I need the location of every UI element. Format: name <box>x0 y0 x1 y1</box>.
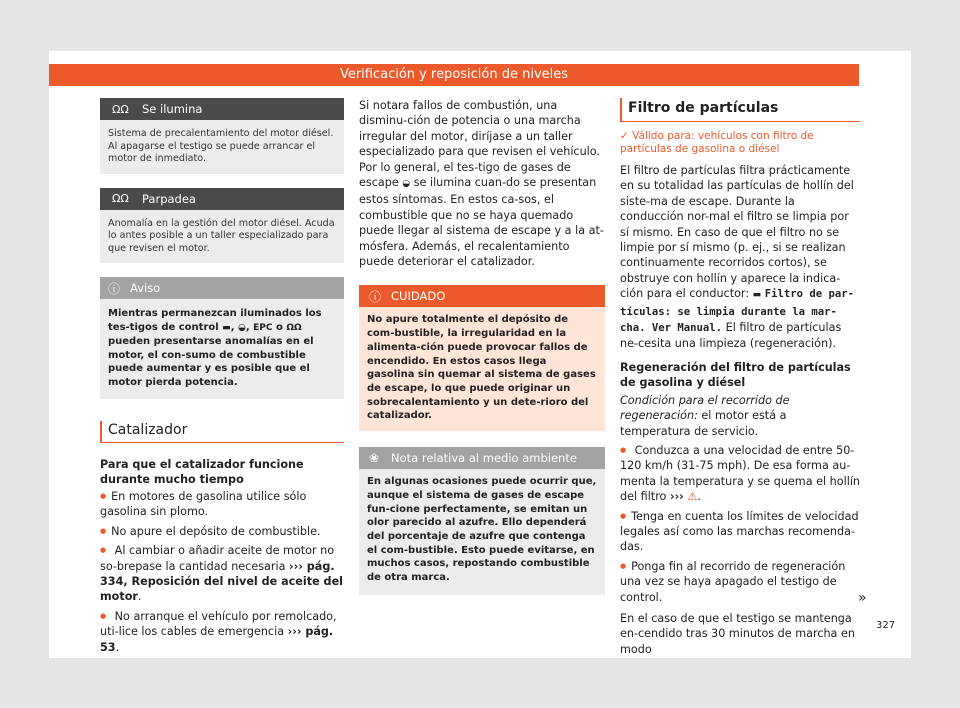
info-icon: ⓘ <box>108 281 121 296</box>
exhaust-icon: ◒ <box>402 179 411 190</box>
glow-plug-icon: ΩΩ <box>112 102 129 116</box>
page-header: Verificación y reposición de niveles <box>49 64 859 86</box>
caution-box <box>359 285 605 431</box>
body-paragraph: El filtro de partículas filtra prácticamente en su totalidad las partículas de hollín del siste-ma de escape. Durante la conducción nor-mal el filtro se limpia por sí mismo. En caso de que el filtro no se limpie por sí mismo (p. ej., si se realizan continuamente recorridos cortos), se obstruye con hollín y aparece la indica-ción para el conductor: ▬ Filtro de par-tículas: se limpia durante la mar-cha. Ver Manual. El filtro de partículas ne-cesita una limpieza (regeneración). <box>620 164 855 351</box>
list-item: ● Tenga en cuenta los límites de velocidad legales así como las marchas recomenda-das. <box>620 509 860 555</box>
engine-icon: ▬ <box>752 290 762 301</box>
engine-icon: ▬ <box>222 322 231 333</box>
environment-icon: ❀ <box>369 451 380 466</box>
epc-icon: EPC <box>253 322 273 333</box>
column-left <box>100 98 344 659</box>
section-title-filtro: Filtro de partículas <box>620 98 860 122</box>
check-icon: ✓ <box>620 130 629 142</box>
body-paragraph: Si notara fallos de combustión, una disminu-ción de potencia o una marcha irregular del motor, diríjase a un taller especializado para que revisen el vehículo. Por lo general, el tes-tigo de gases de escape ◒ se ilumina cuan-do se presentan estos síntomas. En estos ca-sos, el combustible que no se haya quemado puede llegar al sistema de escape y a la at-mósfera. Además, el recalentamiento puede deteriorar el catalizador. <box>359 99 604 269</box>
environment-text: En algunas ocasiones puede ocurrir que, aunque el sistema de gases de escape fun-cione perfectamente, se emitan un olor parecido al azufre. Ello dependerá del porcentaje de azufre que contenga el com-bustible. Esto puede evitarse, en muchos casos, repostando combustible de otra marca. <box>367 476 597 584</box>
environment-note-box <box>359 447 605 595</box>
list-item: ● No apure el depósito de combustible. <box>100 524 344 539</box>
list-item: ● No arranque el vehículo por remolcado, uti-lice los cables de emergencia ››› pág. 53. <box>100 609 344 655</box>
glow-plug-icon: ΩΩ <box>286 322 302 333</box>
page-reference-link[interactable]: ››› pág. 334, Reposición del nivel de aceite del motor <box>100 559 343 604</box>
warning-triangle-icon: ⚠ <box>687 490 698 504</box>
environment-title: Nota relativa al medio ambiente <box>391 451 577 466</box>
column-right <box>620 98 860 661</box>
list-item: ● Al cambiar o añadir aceite de motor no so-brepase la cantidad necesaria ››› pág. 334, Reposición del nivel de aceite del motor. <box>100 543 344 605</box>
continue-mark: » <box>858 590 867 606</box>
display-message: Filtro de par-tículas: se limpia durante la mar-cha. Ver Manual. <box>620 288 855 335</box>
glow-plug-icon: ΩΩ <box>112 192 129 205</box>
lamp-box-blink <box>100 188 344 264</box>
validity-note: ✓ Válido para: vehículos con filtro de partículas de gasolina o diésel <box>620 130 814 155</box>
list-item: ● Conduzca a una velocidad de entre 50-120 km/h (31-75 mph). De esa forma au-menta la temperatura y se quema el hollín del filtro ››› ⚠. <box>620 443 860 505</box>
lamp-title: Parpadea <box>142 191 196 206</box>
lamp-box-on <box>100 98 344 174</box>
condition-paragraph: Condición para el recorrido de regeneración: el motor está a temperatura de servicio. <box>620 393 790 438</box>
lamp-text: Anomalía en la gestión del motor diésel. Acuda lo antes posible a un taller especializado para que revisen el motor. <box>108 217 335 254</box>
list-item: ● En motores de gasolina utilice sólo gasolina sin plomo. <box>100 489 344 520</box>
page-reference-link[interactable]: ››› <box>669 490 684 504</box>
body-paragraph: En el caso de que el testigo se mantenga en-cendido tras 30 minutos de marcha en modo <box>620 611 855 656</box>
notice-title: Aviso <box>130 281 161 295</box>
lamp-title: Se ilumina <box>142 102 203 116</box>
list-item: ● Ponga fin al recorrido de regeneración una vez se haya apagado el testigo de control. <box>620 559 860 605</box>
section-title-catalizador: Catalizador <box>100 421 344 443</box>
subheading: Para que el catalizador funcione durante mucho tiempo <box>100 458 304 486</box>
subheading: Regeneración del filtro de partículas de gasolina y diésel <box>620 360 851 390</box>
caution-icon: ⓘ <box>369 289 382 304</box>
notice-box <box>100 277 344 399</box>
exhaust-icon: ◒ <box>237 322 246 333</box>
caution-title: CUIDADO <box>391 289 446 304</box>
caution-text: No apure totalmente el depósito de com-bustible, la irregularidad en la alimenta-ción puede provocar fallos de encendido. En estos casos llega gasolina sin quemar al sistema de gases de escape, lo que puede originar un sobrecalentamiento y un dete-rioro del catalizador. <box>367 314 596 422</box>
page-number: 327 <box>876 620 896 631</box>
lamp-text: Sistema de precalentamiento del motor diésel. Al apagarse el testigo se puede arrancar el motor de inmediato. <box>108 128 334 164</box>
page-reference-link[interactable]: ››› pág. 53 <box>100 625 334 654</box>
notice-text: Mientras permanezcan iluminados los tes-tigos de control ▬, ◒, EPC o ΩΩ pueden presentarse anomalías en el motor, el con-sumo de combustible puede aumentar y es posible que el motor pierda potencia. <box>108 308 322 388</box>
column-middle <box>359 98 605 595</box>
